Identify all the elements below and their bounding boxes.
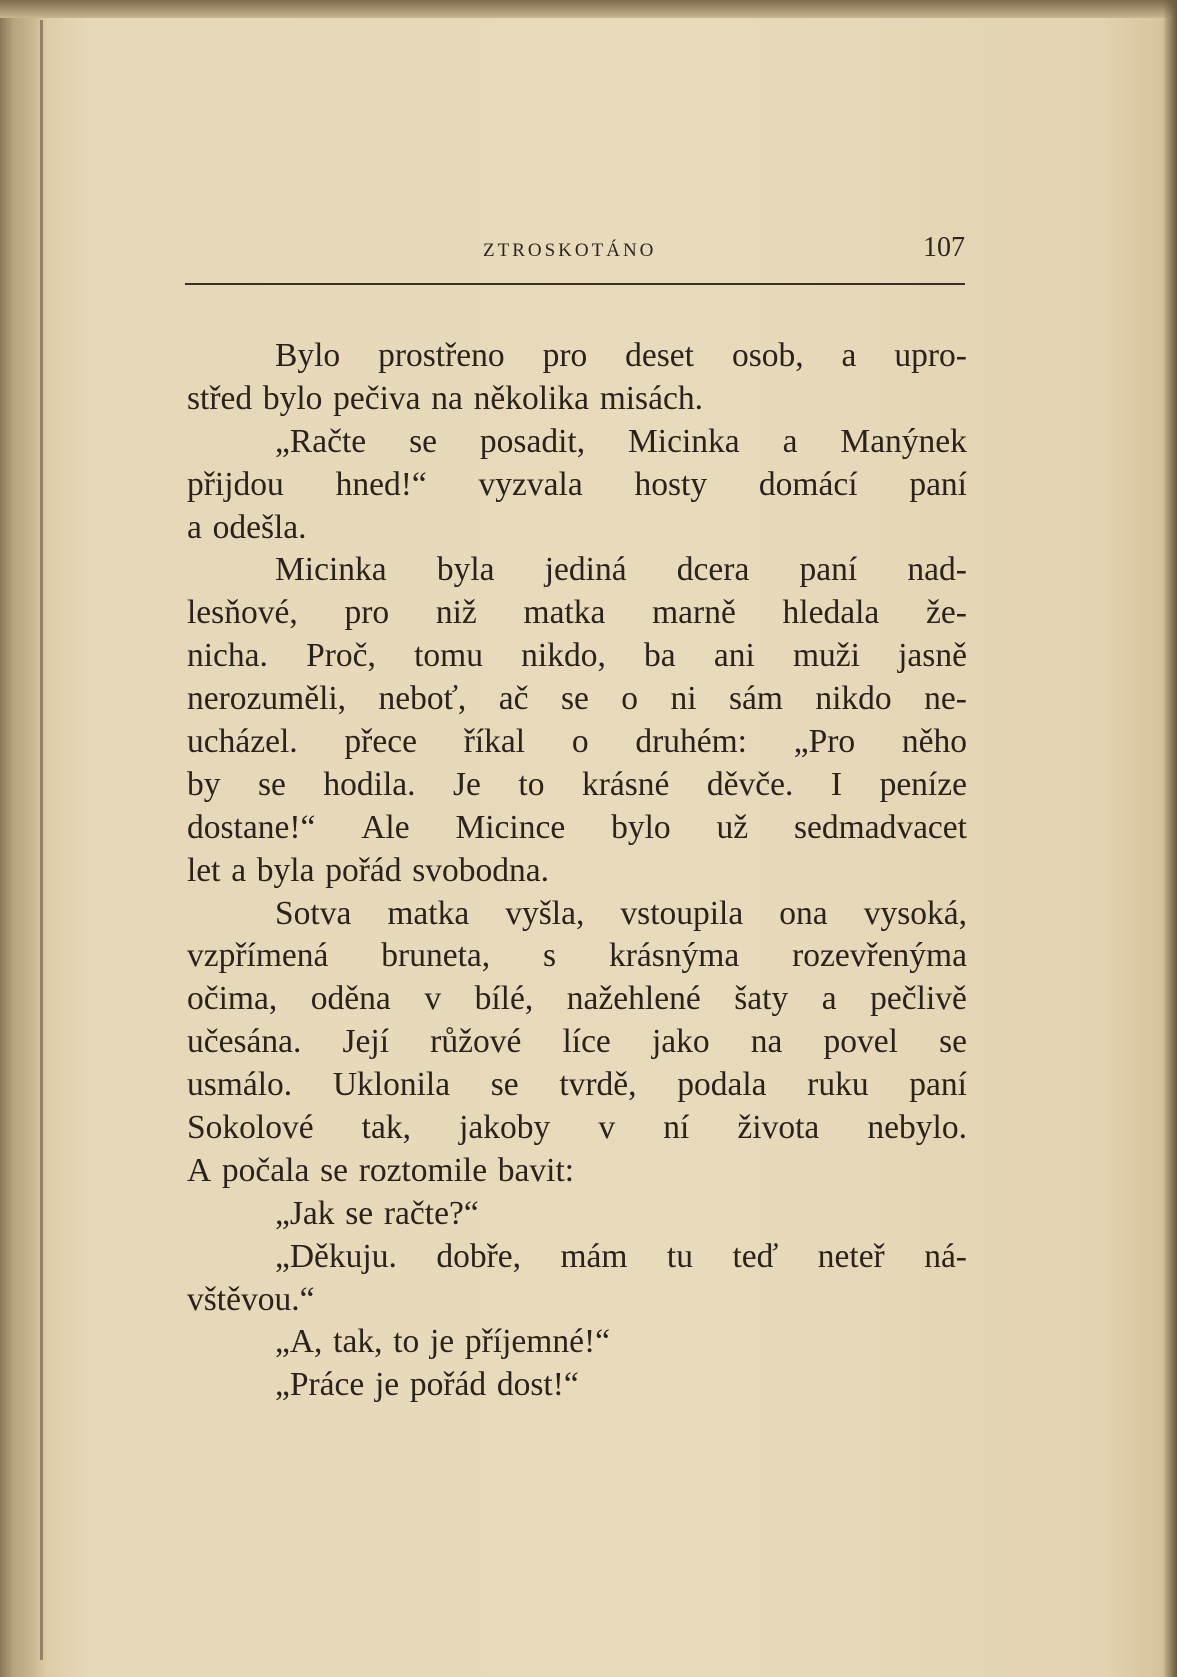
text-word: líce <box>562 1023 611 1061</box>
text-word: byla <box>436 551 495 589</box>
text-word: jako <box>651 1023 710 1061</box>
text-word: o <box>621 680 639 718</box>
text-line <box>187 1021 967 1064</box>
text-word: bruneta, <box>381 937 491 975</box>
right-page-edge <box>1163 0 1177 1677</box>
text-line <box>187 764 967 807</box>
text-word: sedmadvacet <box>793 808 967 846</box>
text-word: je <box>374 1366 400 1404</box>
text-word: ač <box>498 680 529 718</box>
text-word: o <box>571 723 589 761</box>
text-line <box>187 893 967 936</box>
text-word: se <box>345 1194 374 1232</box>
text-word: paní <box>909 1066 967 1104</box>
text-word: ná- <box>924 1237 967 1275</box>
text-word: střed <box>187 379 253 417</box>
text-word: bílé, <box>474 980 534 1018</box>
text-word: že- <box>926 594 967 632</box>
text-word: krásnýma <box>608 937 740 975</box>
text-word: nikdo, <box>521 637 606 675</box>
text-line <box>187 1236 967 1279</box>
text-word: vstoupila <box>620 894 744 932</box>
text-word: upro- <box>894 337 967 374</box>
text-word: dcera <box>676 551 750 589</box>
text-line <box>187 421 967 464</box>
text-word: něho <box>901 723 967 761</box>
text-word: neteř <box>817 1237 885 1275</box>
text-word: by <box>187 765 221 803</box>
text-word: domácí <box>758 465 858 503</box>
text-word: neboť, <box>378 680 467 718</box>
text-line <box>187 1150 967 1193</box>
text-word: říkal <box>463 723 526 761</box>
text-word: Manýnek <box>840 422 967 460</box>
text-line <box>187 1364 967 1407</box>
text-word: hledala <box>782 594 880 632</box>
text-word: dobře, <box>436 1237 521 1275</box>
text-word: podala <box>677 1066 767 1104</box>
text-line <box>187 807 967 850</box>
text-word: marně <box>652 594 736 632</box>
text-word: to <box>518 765 545 803</box>
text-word: vštěvou.“ <box>187 1280 315 1318</box>
text-word: paní <box>909 465 967 503</box>
text-word: vysoká, <box>863 894 967 932</box>
text-word: pro <box>542 337 588 374</box>
text-word: počala <box>221 1151 310 1189</box>
text-word: se <box>939 1023 967 1061</box>
text-word: svobodna. <box>412 851 549 889</box>
text-word: jakoby <box>459 1109 551 1147</box>
text-word: Micinka <box>275 551 387 589</box>
text-word: niž <box>435 594 477 632</box>
text-word: prostřeno <box>378 337 505 374</box>
text-word: Bylo <box>275 337 341 374</box>
text-word: matka <box>523 594 606 632</box>
text-word: v <box>424 980 442 1018</box>
text-word: učesána. <box>187 1023 302 1061</box>
text-word: Sotva <box>275 894 352 932</box>
text-word: sám <box>728 680 783 718</box>
text-word: posadit, <box>479 422 586 460</box>
text-line <box>187 378 967 421</box>
text-line <box>187 935 967 978</box>
text-word: tak, <box>361 1109 411 1147</box>
text-line <box>187 721 967 764</box>
text-word: se <box>258 765 286 803</box>
binding-edge <box>40 20 43 1660</box>
text-word: Micince <box>455 808 566 846</box>
text-word: pečlivě <box>870 980 967 1018</box>
text-word: „Jak <box>275 1194 335 1232</box>
text-word: roztomile <box>358 1151 488 1189</box>
text-word: a <box>821 980 837 1018</box>
text-word: se <box>409 422 437 460</box>
text-word: ba <box>644 637 676 675</box>
text-word: pořád <box>409 1366 487 1404</box>
text-word: odešla. <box>212 508 307 546</box>
text-word: paní <box>799 551 858 589</box>
text-word: nerozuměli, <box>187 680 347 718</box>
text-word: hosty <box>634 465 708 503</box>
text-line <box>187 507 967 550</box>
text-line <box>187 1321 967 1364</box>
text-word: hodila. <box>323 765 416 803</box>
text-word: teď <box>732 1237 779 1275</box>
text-word: v <box>598 1109 616 1147</box>
text-word: oděna <box>310 980 391 1018</box>
text-word: nažehlené <box>566 980 701 1018</box>
text-word: muži <box>792 637 860 675</box>
text-word: povel <box>823 1023 898 1061</box>
text-word: bylo <box>611 808 671 846</box>
text-word: bylo <box>262 379 323 417</box>
text-word: několika <box>473 379 589 417</box>
text-word: Její <box>342 1023 390 1061</box>
text-word: a <box>187 508 202 546</box>
text-word: tak, <box>333 1323 383 1361</box>
text-word: Sokolové <box>187 1109 314 1147</box>
text-word: dostane!“ <box>187 808 316 846</box>
text-word: jasně <box>898 637 967 675</box>
text-word: ní <box>663 1109 690 1147</box>
text-word: šaty <box>734 980 789 1018</box>
text-word: osob, <box>731 337 804 374</box>
text-line <box>187 335 967 378</box>
text-word: mám <box>560 1237 628 1275</box>
text-word: hned!“ <box>335 465 427 503</box>
text-word: ona <box>779 894 828 932</box>
text-word: račte?“ <box>383 1194 479 1232</box>
text-word: vzpřímená <box>187 937 329 975</box>
text-line <box>187 549 967 592</box>
text-word: jediná <box>544 551 627 589</box>
text-word: lesňové, <box>187 594 298 632</box>
top-page-edge <box>0 0 1177 18</box>
text-word: růžové <box>430 1023 522 1061</box>
text-word: nikdo <box>815 680 892 718</box>
text-word: rozevřenýma <box>792 937 967 975</box>
text-word: usmálo. <box>187 1066 293 1104</box>
text-word: „Pro <box>793 723 856 761</box>
text-word: Je <box>453 765 481 803</box>
text-word: ruku <box>807 1066 869 1104</box>
text-word: dost!“ <box>496 1366 579 1404</box>
text-word: se <box>320 1151 348 1189</box>
text-word: ni <box>670 680 697 718</box>
text-word: tomu <box>414 637 483 675</box>
text-line <box>187 978 967 1021</box>
text-line <box>187 1193 967 1236</box>
text-line <box>187 678 967 721</box>
text-word: deset <box>625 337 694 374</box>
text-line <box>187 592 967 635</box>
text-word: I <box>830 765 843 803</box>
text-word: ne- <box>924 680 967 718</box>
text-word: příjemné!“ <box>464 1323 610 1361</box>
text-word: přijdou <box>187 465 284 503</box>
text-word: let <box>187 851 221 889</box>
text-line <box>187 635 967 678</box>
text-word: to <box>393 1323 420 1361</box>
text-word: Proč, <box>306 637 376 675</box>
text-word: „Děkuju. <box>275 1237 397 1275</box>
text-word: nicha. <box>187 637 268 675</box>
text-word: Uklonila <box>332 1066 451 1104</box>
text-word: tu <box>666 1237 693 1275</box>
text-word: tvrdě, <box>559 1066 637 1104</box>
text-word: vyšla, <box>505 894 585 932</box>
text-word: Micinka <box>628 422 740 460</box>
text-word: matka <box>387 894 470 932</box>
page-header <box>185 228 965 268</box>
text-line <box>187 1107 967 1150</box>
text-word: na <box>750 1023 783 1061</box>
text-word: děvče. <box>706 765 794 803</box>
text-word: nad- <box>907 551 967 589</box>
text-word: ani <box>713 637 755 675</box>
text-word: a <box>231 851 247 889</box>
text-word: a <box>841 337 857 374</box>
text-word: bavit: <box>497 1151 575 1189</box>
text-line <box>187 464 967 507</box>
text-word: a <box>782 422 798 460</box>
text-word: pořád <box>325 851 402 889</box>
text-word: A <box>187 1151 212 1189</box>
text-word: „A, <box>275 1323 323 1361</box>
text-word: byla <box>256 851 315 889</box>
text-word: „Práce <box>275 1366 365 1404</box>
running-head: ZTROSKOTÁNO <box>483 240 657 261</box>
text-word: misách. <box>599 379 703 417</box>
text-word: vyzvala <box>478 465 583 503</box>
text-word: očima, <box>187 980 278 1018</box>
body-text <box>187 335 967 1407</box>
text-word: na <box>431 379 463 417</box>
text-word: se <box>490 1066 519 1104</box>
text-word: Ale <box>361 808 410 846</box>
text-word: pro <box>344 594 390 632</box>
text-line <box>187 1279 967 1322</box>
text-word: krásné <box>581 765 670 803</box>
header-rule <box>185 283 965 285</box>
text-word: přece <box>344 723 417 761</box>
text-line <box>187 1064 967 1107</box>
text-word: se <box>560 680 589 718</box>
text-word: nebylo. <box>867 1109 967 1147</box>
text-line <box>187 850 967 893</box>
text-word: druhém: <box>635 723 747 761</box>
text-word: peníze <box>879 765 967 803</box>
text-word: života <box>737 1109 820 1147</box>
text-word: je <box>429 1323 455 1361</box>
text-word: ucházel. <box>187 723 298 761</box>
text-word: „Račte <box>275 422 367 460</box>
page-number: 107 <box>923 232 965 263</box>
text-word: pečiva <box>333 379 421 417</box>
text-word: s <box>543 937 557 975</box>
text-word: už <box>716 808 749 846</box>
